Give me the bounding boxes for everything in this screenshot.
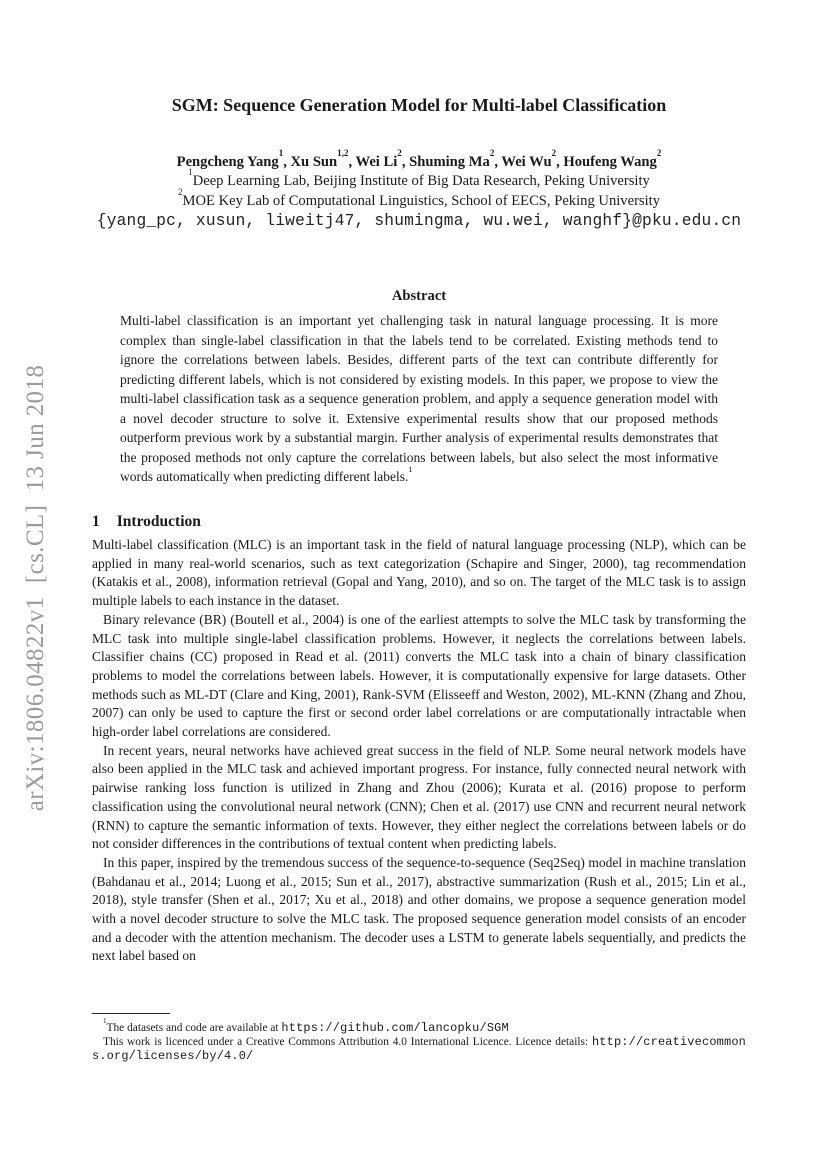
author-affil-marker: 1,2 (337, 148, 349, 159)
author-name: Xu Sun (290, 154, 338, 170)
affiliation-marker: 2 (177, 186, 183, 197)
author-name: Wei Wu (501, 154, 552, 170)
body-paragraph: In recent years, neural networks have achieved great success in the field of NLP. Some neural network models have also been applied in the MLC task and achieved important progress. For instance, fully connected neural network with pairwise ranking loss function is utilized in Zhang and Zhou (2006); Kurata et al. (2016) propose to perform classification using the convolutional neural network (CNN); Chen et al. (2017) use CNN and recurrent neural network (RNN) to capture the semantic information of texts. However, they either neglect the correlations between labels or do not consider differences in the contributions of textual content when predicting labels. (92, 742, 746, 852)
abstract-text (120, 311, 718, 487)
footnote-2 (92, 1035, 746, 1063)
code-repo-url: https://github.com/lancopku/SGM (281, 1021, 509, 1035)
author-name: Houfeng Wang (563, 154, 657, 170)
footnote-1-text: The datasets and code are available at (106, 1022, 282, 1034)
body-paragraph: Multi-label classification (MLC) is an important task in the field of natural language processing (NLP), which can be applied in many real-world scenarios, such as text categorization (Schapire and Singer, 2000), tag recommendation (Katakis et al., 2008), information retrieval (Gopal and Yang, 2010), and so on. The target of the MLC task is to assign multiple labels to each instance in the dataset. (92, 537, 746, 609)
affiliation-line: $^2$MOE Key Lab of Computational Linguistics, School of EECS, Peking University (177, 186, 661, 209)
paper-title: SGM: Sequence Generation Model for Multi-label Classification (171, 95, 667, 115)
author-block (86, 148, 752, 231)
footnote-2-text: This work is licenced under a Creative Commons Attribution 4.0 International Licence. Licence details: (103, 1036, 592, 1049)
abstract-heading: Abstract (391, 288, 447, 304)
author-affil-marker: 2 (397, 148, 402, 159)
author-line: Pengcheng Yang$^1$, Xu Sun$^{1,2}$, Wei Li$^2$, Shuming Ma$^2$, Wei Wu$^2$, Houfeng Wang$^2$ (176, 148, 662, 170)
footnote-rule (92, 1013, 170, 1014)
affiliation-marker: 1 (188, 167, 193, 178)
arxiv-watermark: arXiv:1806.04822v1 [cs.CL] 13 Jun 2018 (22, 364, 49, 812)
author-name: Pengcheng Yang (176, 154, 279, 170)
email-line: {yang_pc, xusun, liweitj47, shumingma, wu.wei, wanghf}@pku.edu.cn (96, 212, 742, 230)
introduction-body (92, 536, 746, 966)
footnote-block (92, 1013, 746, 1064)
affiliation-lines (86, 167, 752, 211)
author-affil-marker: 2 (489, 148, 495, 159)
body-paragraph: Binary relevance (BR) (Boutell et al., 2004) is one of the earliest attempts to solve the MLC task by transforming the MLC task into multiple single-label classification problems. However, it neglects the correlations between labels. Classifier chains (CC) proposed in Read et al. (2011) converts the MLC task into a chain of binary classification problems to model the correlations between labels. However, it is computationally expensive for large datasets. Other methods such as ML-DT (Clare and King, 2001), Rank-SVM (Elisseeff and Weston, 2002), ML-KNN (Zhang and Zhou, 2007) can only be used to capture the first or second order label correlations or are computationally intractable when high-order label correlations are considered. (92, 611, 746, 740)
section-number: 1 (92, 513, 100, 530)
affiliation-line: $^1$Deep Learning Lab, Beijing Institute of Big Data Research, Peking University (188, 167, 650, 189)
author-name: Shuming Ma (409, 154, 490, 170)
author-affil-marker: 1 (278, 148, 284, 159)
section-title: Introduction (116, 513, 201, 530)
author-affil-marker: 2 (656, 148, 662, 159)
footnote-1 (92, 1017, 746, 1035)
footnote-1-marker: 1 (103, 1017, 107, 1026)
section-heading (92, 513, 201, 531)
author-affil-marker: 2 (551, 148, 557, 159)
abstract-body: Multi-label classification is an important yet challenging task in natural language processing. It is more complex than single-label classification in that the labels tend to be correlated. Existing methods tend to ignore the correlations between labels. Besides, different parts of the text can contribute differently for predicting different labels, which is not considered by existing models. In this paper, we propose to view the multi-label classification task as a sequence generation problem, and apply a sequence generation model with a novel decoder structure to solve it. Extensive experimental results show that our proposed methods outperform previous work by a substantial margin. Further analysis of experimental results demonstrates that the proposed methods not only capture the correlations between labels, but also select the most informative words automatically when predicting different labels. (120, 313, 718, 484)
footnote-ref-marker: 1 (408, 464, 413, 474)
body-paragraph: In this paper, inspired by the tremendous success of the sequence-to-sequence (Seq2Seq) model in machine translation (Bahdanau et al., 2014; Luong et al., 2015; Sun et al., 2017), abstractive summarization (Rush et al., 2015; Lin et al., 2018), style transfer (Shen et al., 2017; Xu et al., 2018) and other domains, we propose a sequence generation model with a novel decoder structure to solve the MLC task. The proposed sequence generation model consists of an encoder and a decoder with the attention mechanism. The decoder uses a LSTM to generate labels sequentially, and predicts the next label based on (92, 854, 746, 964)
author-name: Wei Li (355, 154, 398, 170)
license-url: http://creativecommons.org/licenses/by/4.0/ (92, 1035, 746, 1064)
